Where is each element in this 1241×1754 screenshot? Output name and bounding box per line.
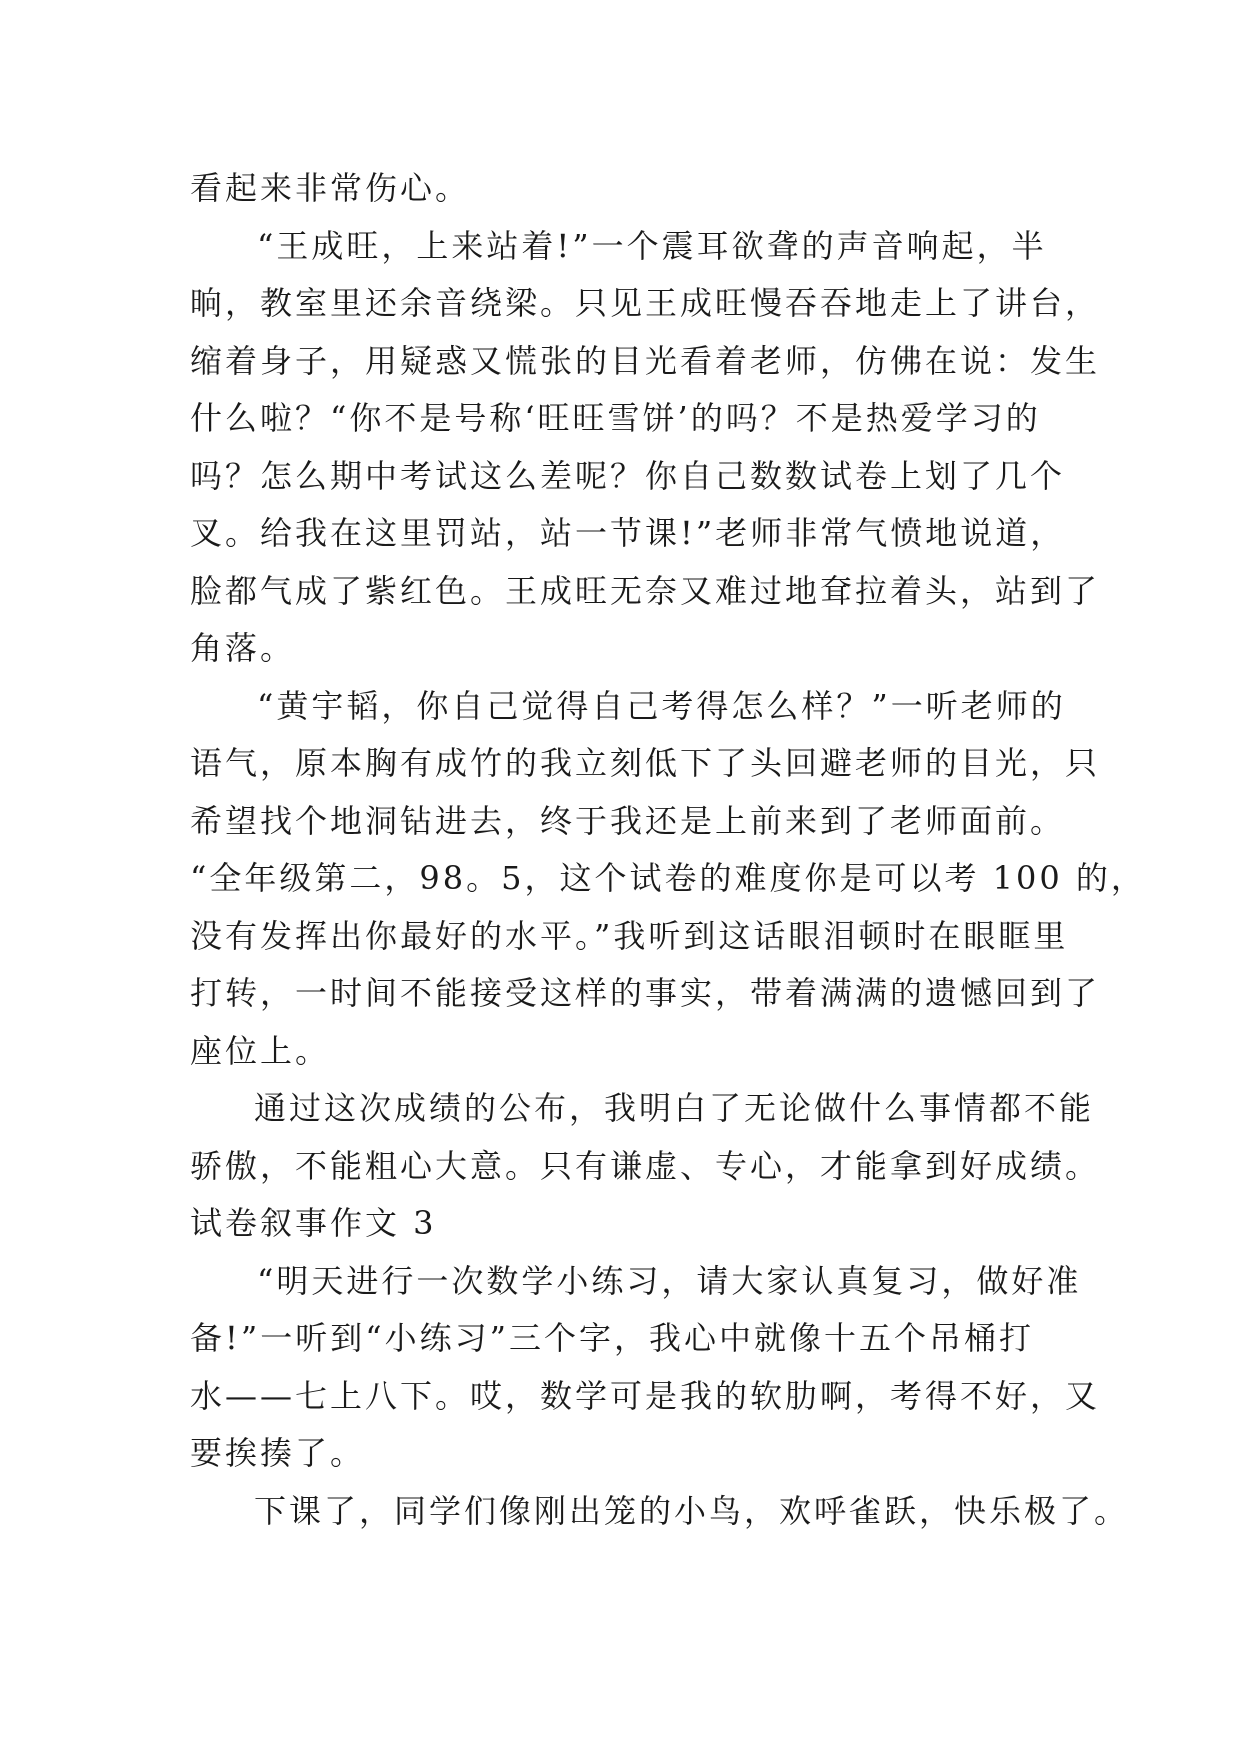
text-line: “黄宇韬，你自己觉得自己考得怎么样？”一听老师的 <box>257 686 1066 725</box>
text-line: 看起来非常伤心。 <box>190 169 471 207</box>
text-line: 打转，一时间不能接受这样的事实，带着满满的遗憾回到了 <box>190 974 1101 1012</box>
text-line: “王成旺，上来站着!”一个震耳欲聋的声音响起，半 <box>257 226 1047 265</box>
text-line: 语气，原本胸有成竹的我立刻低下了头回避老师的目光，只 <box>190 744 1101 782</box>
text-line: 吗？怎么期中考试这么差呢？你自己数数试卷上划了几个 <box>190 456 1066 495</box>
text-line: 缩着身子，用疑惑又慌张的目光看着老师，仿佛在说：发生 <box>190 341 1101 380</box>
text-line: 骄傲，不能粗心大意。只有谦虚、专心，才能拿到好成绩。 <box>190 1146 1101 1185</box>
text-line: 通过这次成绩的公布，我明白了无论做什么事情都不能 <box>254 1089 1095 1127</box>
text-line: 备!”一听到“小练习”三个字，我心中就像十五个吊桶打 <box>190 1319 1034 1357</box>
text-line: 晌，教室里还余音绕梁。只见王成旺慢吞吞地走上了讲台， <box>190 284 1101 322</box>
text-line: “明天进行一次数学小练习，请大家认真复习，做好准 <box>257 1261 1082 1300</box>
text-line: 要挨揍了。 <box>190 1434 366 1472</box>
text-line: 座位上。 <box>190 1031 331 1070</box>
text-line: 下课了，同学们像刚出笼的小鸟，欢呼雀跃，快乐极了。 <box>254 1491 1130 1530</box>
text-line: 什么啦？“你不是号称‘旺旺雪饼’的吗？不是热爱学习的 <box>190 399 1041 437</box>
text-line: 希望找个地洞钻进去，终于我还是上前来到了老师面前。 <box>190 801 1066 840</box>
text-line: 水——七上八下。哎，数学可是我的软肋啊，考得不好，又 <box>190 1376 1101 1415</box>
text-line: 叉。给我在这里罚站，站一节课!”老师非常气愤地说道， <box>190 514 1066 552</box>
section-heading: 试卷叙事作文 3 <box>190 1204 437 1242</box>
text-line: 脸都气成了紫红色。王成旺无奈又难过地耷拉着头，站到了 <box>190 571 1101 610</box>
text-line: 没有发挥出你最好的水平。”我听到这话眼泪顿时在眼眶里 <box>190 916 1069 955</box>
text-line: “全年级第二，98。5，这个试卷的难度你是可以考 100 的， <box>190 859 1146 897</box>
document-body <box>190 160 1146 1540</box>
text-line: 角落。 <box>190 629 296 667</box>
